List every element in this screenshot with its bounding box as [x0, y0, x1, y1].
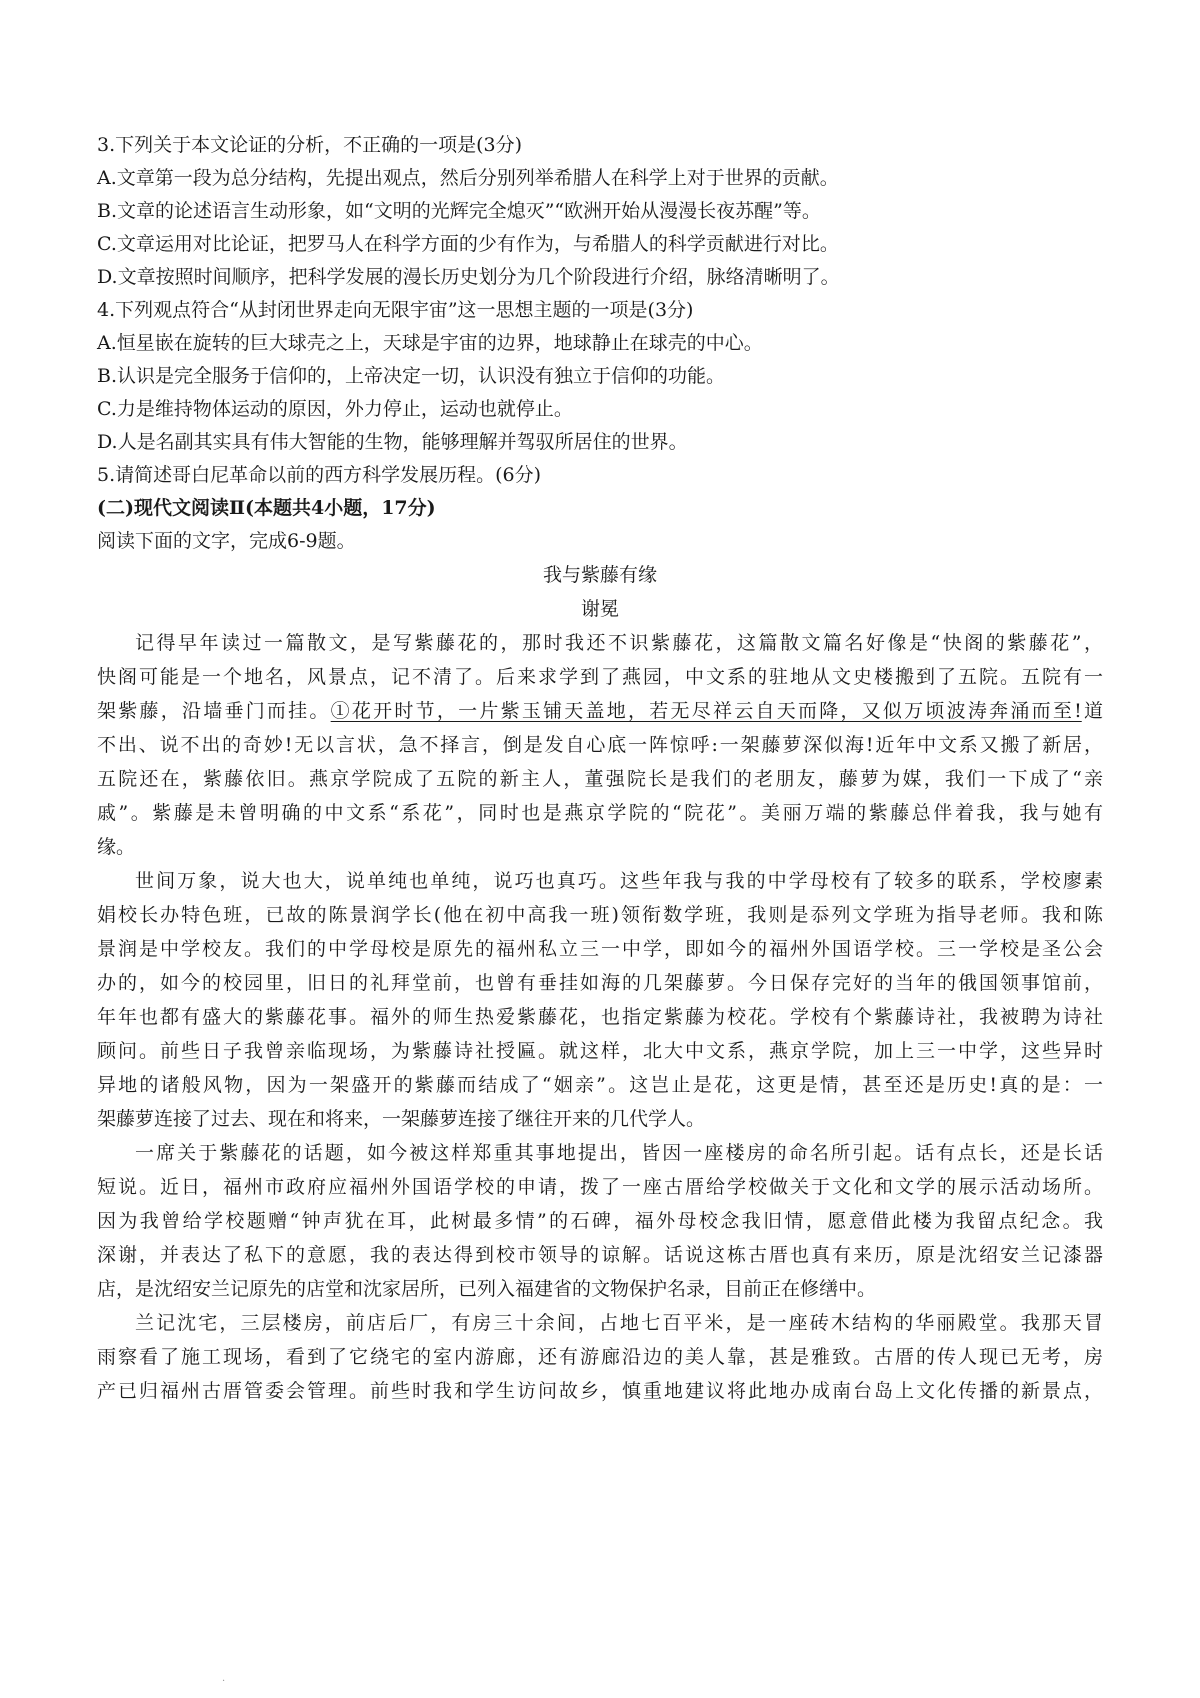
reading-instruction: 阅读下面的文字，完成6-9题。 — [97, 530, 356, 552]
paragraph-1-line: 记得早年读过一篇散文，是写紫藤花的，那时我还不识紫藤花，这篇散文篇名好像是“快阁的紫藤花”， — [135, 632, 1103, 654]
paragraph-2-line: 世间万象，说大也大，说单纯也单纯，说巧也真巧。这些年我与我的中学母校有了较多的联系，学校廖素 — [135, 870, 1103, 892]
underlined-sentence-1: ①花开时节，一片紫玉铺天盖地，若无尽祥云自天而降，又似万顷波涛奔涌而至! — [330, 700, 1082, 722]
paragraph-4-line: 产已归福州古厝管委会管理。前些时我和学生访问故乡，慎重地建议将此地办成南台岛上文化传播的新景点， — [97, 1380, 1103, 1402]
question-5-stem: 5.请简述哥白尼革命以前的西方科学发展历程。(6分) — [97, 464, 542, 486]
paragraph-3-line: 店，是沈绍安兰记原先的店堂和沈家居所，已列入福建省的文物保护名录，目前正在修缮中。 — [97, 1278, 877, 1300]
paragraph-3-line: 深谢，并表达了私下的意愿，我的表达得到校市领导的谅解。话说这栋古厝也真有来历，原是沈绍安兰记漆器 — [97, 1244, 1103, 1266]
paragraph-1-line: 快阁可能是一个地名，风景点，记不清了。后来求学到了燕园，中文系的驻地从文史楼搬到了五院。五院有一 — [97, 666, 1103, 688]
paragraph-2-line: 异地的诸般风物，因为一架盛开的紫藤而结成了“姻亲”。这岂止是花，这更是情，甚至还是历史!真的是：一 — [97, 1074, 1103, 1096]
paragraph-1-line: 戚”。紫藤是未曾明确的中文系“系花”，同时也是燕京学院的“院花”。美丽万端的紫藤总伴着我，我与她有 — [97, 802, 1103, 824]
paragraph-2-line: 景润是中学校友。我们的中学母校是原先的福州私立三一中学，即如今的福州外国语学校。三一学校是圣公会 — [97, 938, 1103, 960]
article-title: 我与紫藤有缘 — [542, 564, 657, 586]
question-4-stem: 4.下列观点符合“从封闭世界走向无限宇宙”这一思想主题的一项是(3分) — [97, 299, 694, 321]
question-4-option-a: A.恒星嵌在旋转的巨大球壳之上，天球是宇宙的边界，地球静止在球壳的中心。 — [97, 332, 763, 354]
paragraph-4-line: 雨察看了施工现场，看到了它绕宅的室内游廊，还有游廊沿边的美人靠，甚是雅致。古厝的传人现已无考，房 — [97, 1346, 1103, 1368]
paragraph-2-line: 娟校长办特色班，已故的陈景润学长(他在初中高我一班)领衔数学班，我则是忝列文学班为指导老师。我和陈 — [97, 904, 1103, 926]
question-4-option-c: C.力是维持物体运动的原因，外力停止，运动也就停止。 — [97, 398, 573, 420]
paragraph-2-line: 顾问。前些日子我曾亲临现场，为紫藤诗社授匾。就这样，北大中文系，燕京学院，加上三一中学，这些异时 — [97, 1040, 1103, 1062]
question-3-option-c: C.文章运用对比论证，把罗马人在科学方面的少有作为，与希腊人的科学贡献进行对比。 — [97, 233, 839, 255]
paragraph-3-line: 短说。近日，福州市政府应福州外国语学校的申请，拨了一座古厝给学校做关于文化和文学的展示活动场所。 — [97, 1176, 1103, 1198]
footer-mark: · — [222, 1676, 226, 1687]
article-author: 谢冕 — [580, 598, 619, 620]
paragraph-1-line: 不出、说不出的奇妙!无以言状，急不择言，倒是发自心底一阵惊呼:一架藤萝深似海!近年中文系又搬了新居， — [97, 734, 1103, 756]
paragraph-1-line: 五院还在，紫藤依旧。燕京学院成了五院的新主人，董强院长是我们的老朋友，藤萝为媒，我们一下成了“亲 — [97, 768, 1103, 790]
paragraph-2-line: 架藤萝连接了过去、现在和将来，一架藤萝连接了继往开来的几代学人。 — [97, 1108, 706, 1130]
paragraph-1-line — [97, 698, 1103, 724]
question-3-stem: 3.下列关于本文论证的分析，不正确的一项是(3分) — [97, 134, 523, 156]
question-3-option-a: A.文章第一段为总分结构，先提出观点，然后分别列举希腊人在科学上对于世界的贡献。 — [97, 167, 839, 189]
paragraph-4-line: 兰记沈宅，三层楼房，前店后厂，有房三十余间，占地七百平米，是一座砖木结构的华丽殿堂。我那天冒 — [135, 1312, 1103, 1334]
question-3-option-d: D.文章按照时间顺序，把科学发展的漫长历史划分为几个阶段进行介绍，脉络清晰明了。 — [97, 266, 840, 288]
paragraph-3-line: 一席关于紫藤花的话题，如今被这样郑重其事地提出，皆因一座楼房的命名所引起。话有点长，还是长话 — [135, 1142, 1103, 1164]
paragraph-1-text: 道 — [1081, 700, 1103, 722]
question-3-option-b: B.文章的论述语言生动形象，如“文明的光辉完全熄灭”“欧洲开始从漫漫长夜苏醒”等。 — [97, 200, 821, 222]
paragraph-1-text: 架紫藤，沿墙垂门而挂。 — [97, 700, 331, 722]
question-4-option-b: B.认识是完全服务于信仰的，上帝决定一切，认识没有独立于信仰的功能。 — [97, 365, 726, 387]
section-heading: (二)现代文阅读Ⅱ(本题共4小题，17分) — [97, 497, 436, 519]
paragraph-2-line: 年年也都有盛大的紫藤花事。福外的师生热爱紫藤花，也指定紫藤为校花。学校有个紫藤诗社，我被聘为诗社 — [97, 1006, 1103, 1028]
paragraph-1-line: 缘。 — [97, 836, 136, 858]
paragraph-3-line: 因为我曾给学校题赠“钟声犹在耳，此树最多情”的石碑，福外母校念我旧情，愿意借此楼为我留点纪念。我 — [97, 1210, 1103, 1232]
paragraph-2-line: 办的，如今的校园里，旧日的礼拜堂前，也曾有垂挂如海的几架藤萝。今日保存完好的当年的俄国领事馆前， — [97, 972, 1103, 994]
question-4-option-d: D.人是名副其实具有伟大智能的生物，能够理解并驾驭所居住的世界。 — [97, 431, 688, 453]
